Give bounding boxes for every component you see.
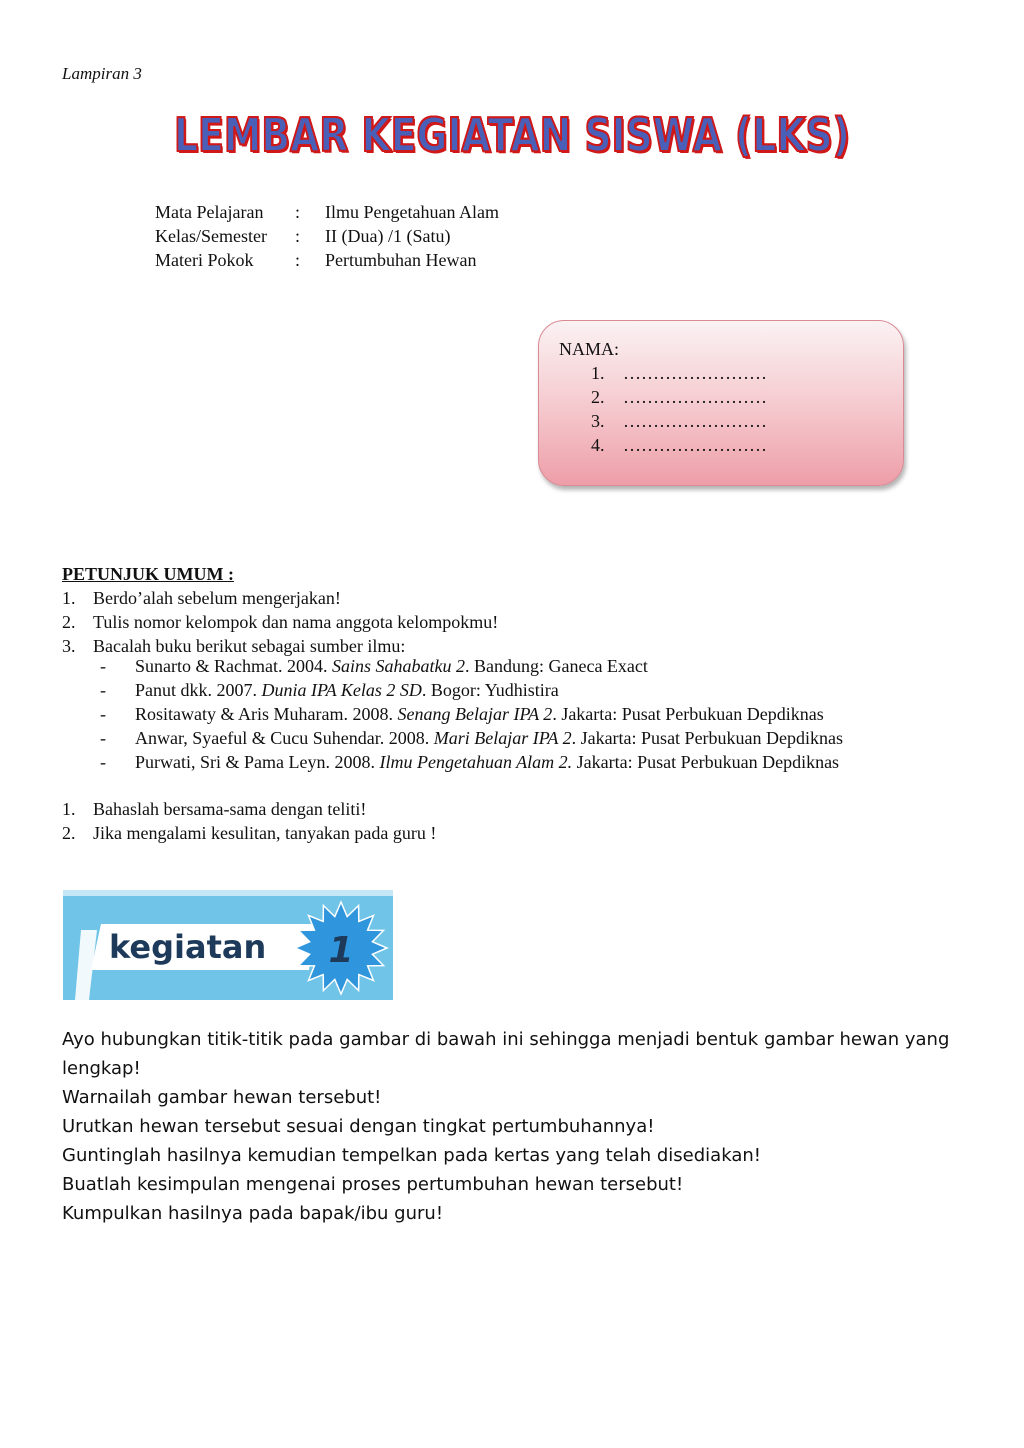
meta-row-class: [155, 224, 499, 248]
instruction-item: [62, 586, 498, 610]
instruction-text: Bahaslah bersama-sama dengan teliti!: [93, 799, 367, 819]
reference-item: [100, 750, 843, 774]
reference-item: [100, 678, 843, 702]
name-entry-blank[interactable]: ……………………: [623, 435, 767, 455]
name-box: [538, 320, 904, 486]
appendix-label: Lampiran 3: [62, 64, 142, 83]
name-entry[interactable]: [591, 409, 767, 433]
instruction-number: 2.: [62, 823, 76, 843]
meta-colon: :: [295, 202, 301, 222]
meta-colon: :: [295, 226, 301, 246]
instruction-item: [62, 797, 436, 821]
meta-label: Mata Pelajaran: [155, 202, 264, 222]
page-title: LEMBAR KEGIATAN SISWA (LKS): [174, 108, 850, 162]
instruction-number: 1.: [62, 799, 76, 819]
instruction-number: 1.: [62, 588, 76, 608]
meta-row-topic: [155, 248, 499, 272]
instruction-text: Berdo’alah sebelum mengerjakan!: [93, 588, 341, 608]
reference-text: Purwati, Sri & Pama Leyn. 2008. Ilmu Pengetahuan Alam 2. Jakarta: Pusat Perbukuan Depdiknas: [135, 752, 840, 772]
name-entry-blank[interactable]: ……………………: [623, 387, 767, 407]
reference-item: [100, 654, 843, 678]
reference-bullet: -: [100, 752, 106, 772]
meta-value: Ilmu Pengetahuan Alam: [325, 202, 499, 222]
banner-number: 1: [328, 930, 354, 971]
name-box-label: NAMA:: [559, 339, 620, 359]
instruction-text: Tulis nomor kelompok dan nama anggota kelompokmu!: [93, 612, 499, 632]
activity-line: Guntinglah hasilnya kemudian tempelkan pada kertas yang telah disediakan!: [62, 1145, 761, 1166]
reference-item: [100, 702, 843, 726]
name-entry[interactable]: [591, 361, 767, 385]
activity-line: Warnailah gambar hewan tersebut!: [62, 1087, 382, 1108]
instruction-text: Bacalah buku berikut sebagai sumber ilmu:: [93, 636, 406, 656]
activity-line: Ayo hubungkan titik-titik pada gambar di bawah ini sehingga menjadi bentuk gambar hewan yang lengkap!: [62, 1029, 950, 1079]
name-entry-blank[interactable]: ……………………: [623, 363, 767, 383]
instruction-number: 2.: [62, 612, 76, 632]
name-entry-blank[interactable]: ……………………: [623, 411, 767, 431]
name-entry[interactable]: [591, 433, 767, 457]
instruction-text: Jika mengalami kesulitan, tanyakan pada guru !: [93, 823, 437, 843]
reference-bullet: -: [100, 728, 106, 748]
reference-text: Anwar, Syaeful & Cucu Suhendar. 2008. Mari Belajar IPA 2. Jakarta: Pusat Perbukuan Depdiknas: [135, 728, 844, 748]
activity-line: Kumpulkan hasilnya pada bapak/ibu guru!: [62, 1203, 444, 1224]
reference-text: Panut dkk. 2007. Dunia IPA Kelas 2 SD. Bogor: Yudhistira: [135, 680, 559, 700]
meta-colon: :: [295, 250, 301, 270]
instructions-list-2: [62, 797, 436, 845]
reference-text: Sunarto & Rachmat. 2004. Sains Sahabatku 2. Bandung: Ganeca Exact: [135, 656, 648, 676]
meta-label: Kelas/Semester: [155, 226, 267, 246]
instruction-item: [62, 610, 498, 634]
meta-label: Materi Pokok: [155, 250, 254, 270]
instructions-heading: PETUNJUK UMUM :: [62, 564, 234, 584]
book-title: Ilmu Pengetahuan Alam 2.: [379, 752, 573, 772]
activity-line: Buatlah kesimpulan mengenai proses pertumbuhan hewan tersebut!: [62, 1174, 684, 1195]
reference-item: [100, 726, 843, 750]
book-title: Sains Sahabatku 2: [331, 656, 465, 676]
activity-line: Urutkan hewan tersebut sesuai dengan tingkat pertumbuhannya!: [62, 1116, 655, 1137]
instruction-number: 3.: [62, 636, 76, 656]
banner-word: kegiatan: [109, 928, 267, 966]
book-title: Mari Belajar IPA 2: [433, 728, 572, 748]
meta-row-subject: [155, 200, 499, 224]
banner-top-stripe: [63, 890, 393, 896]
name-entry-number: 2.: [591, 387, 605, 407]
activity-banner: [63, 890, 393, 1000]
reference-text: Rositawaty & Aris Muharam. 2008. Senang Belajar IPA 2. Jakarta: Pusat Perbukuan Depdiknas: [135, 704, 824, 724]
subject-info: [155, 200, 499, 272]
book-title: Senang Belajar IPA 2: [397, 704, 553, 724]
activity-instructions: [62, 1025, 962, 1228]
name-entry-number: 1.: [591, 363, 605, 383]
meta-value: Pertumbuhan Hewan: [325, 250, 477, 270]
instructions-list: [62, 586, 498, 658]
name-entry-number: 4.: [591, 435, 605, 455]
reference-bullet: -: [100, 656, 106, 676]
reference-bullet: -: [100, 704, 106, 724]
name-entry-number: 3.: [591, 411, 605, 431]
name-entry[interactable]: [591, 385, 767, 409]
instruction-item: [62, 821, 436, 845]
meta-value: II (Dua) /1 (Satu): [325, 226, 451, 246]
reference-bullet: -: [100, 680, 106, 700]
reference-list: [100, 654, 843, 774]
book-title: Dunia IPA Kelas 2 SD: [261, 680, 422, 700]
name-list: [591, 361, 767, 457]
